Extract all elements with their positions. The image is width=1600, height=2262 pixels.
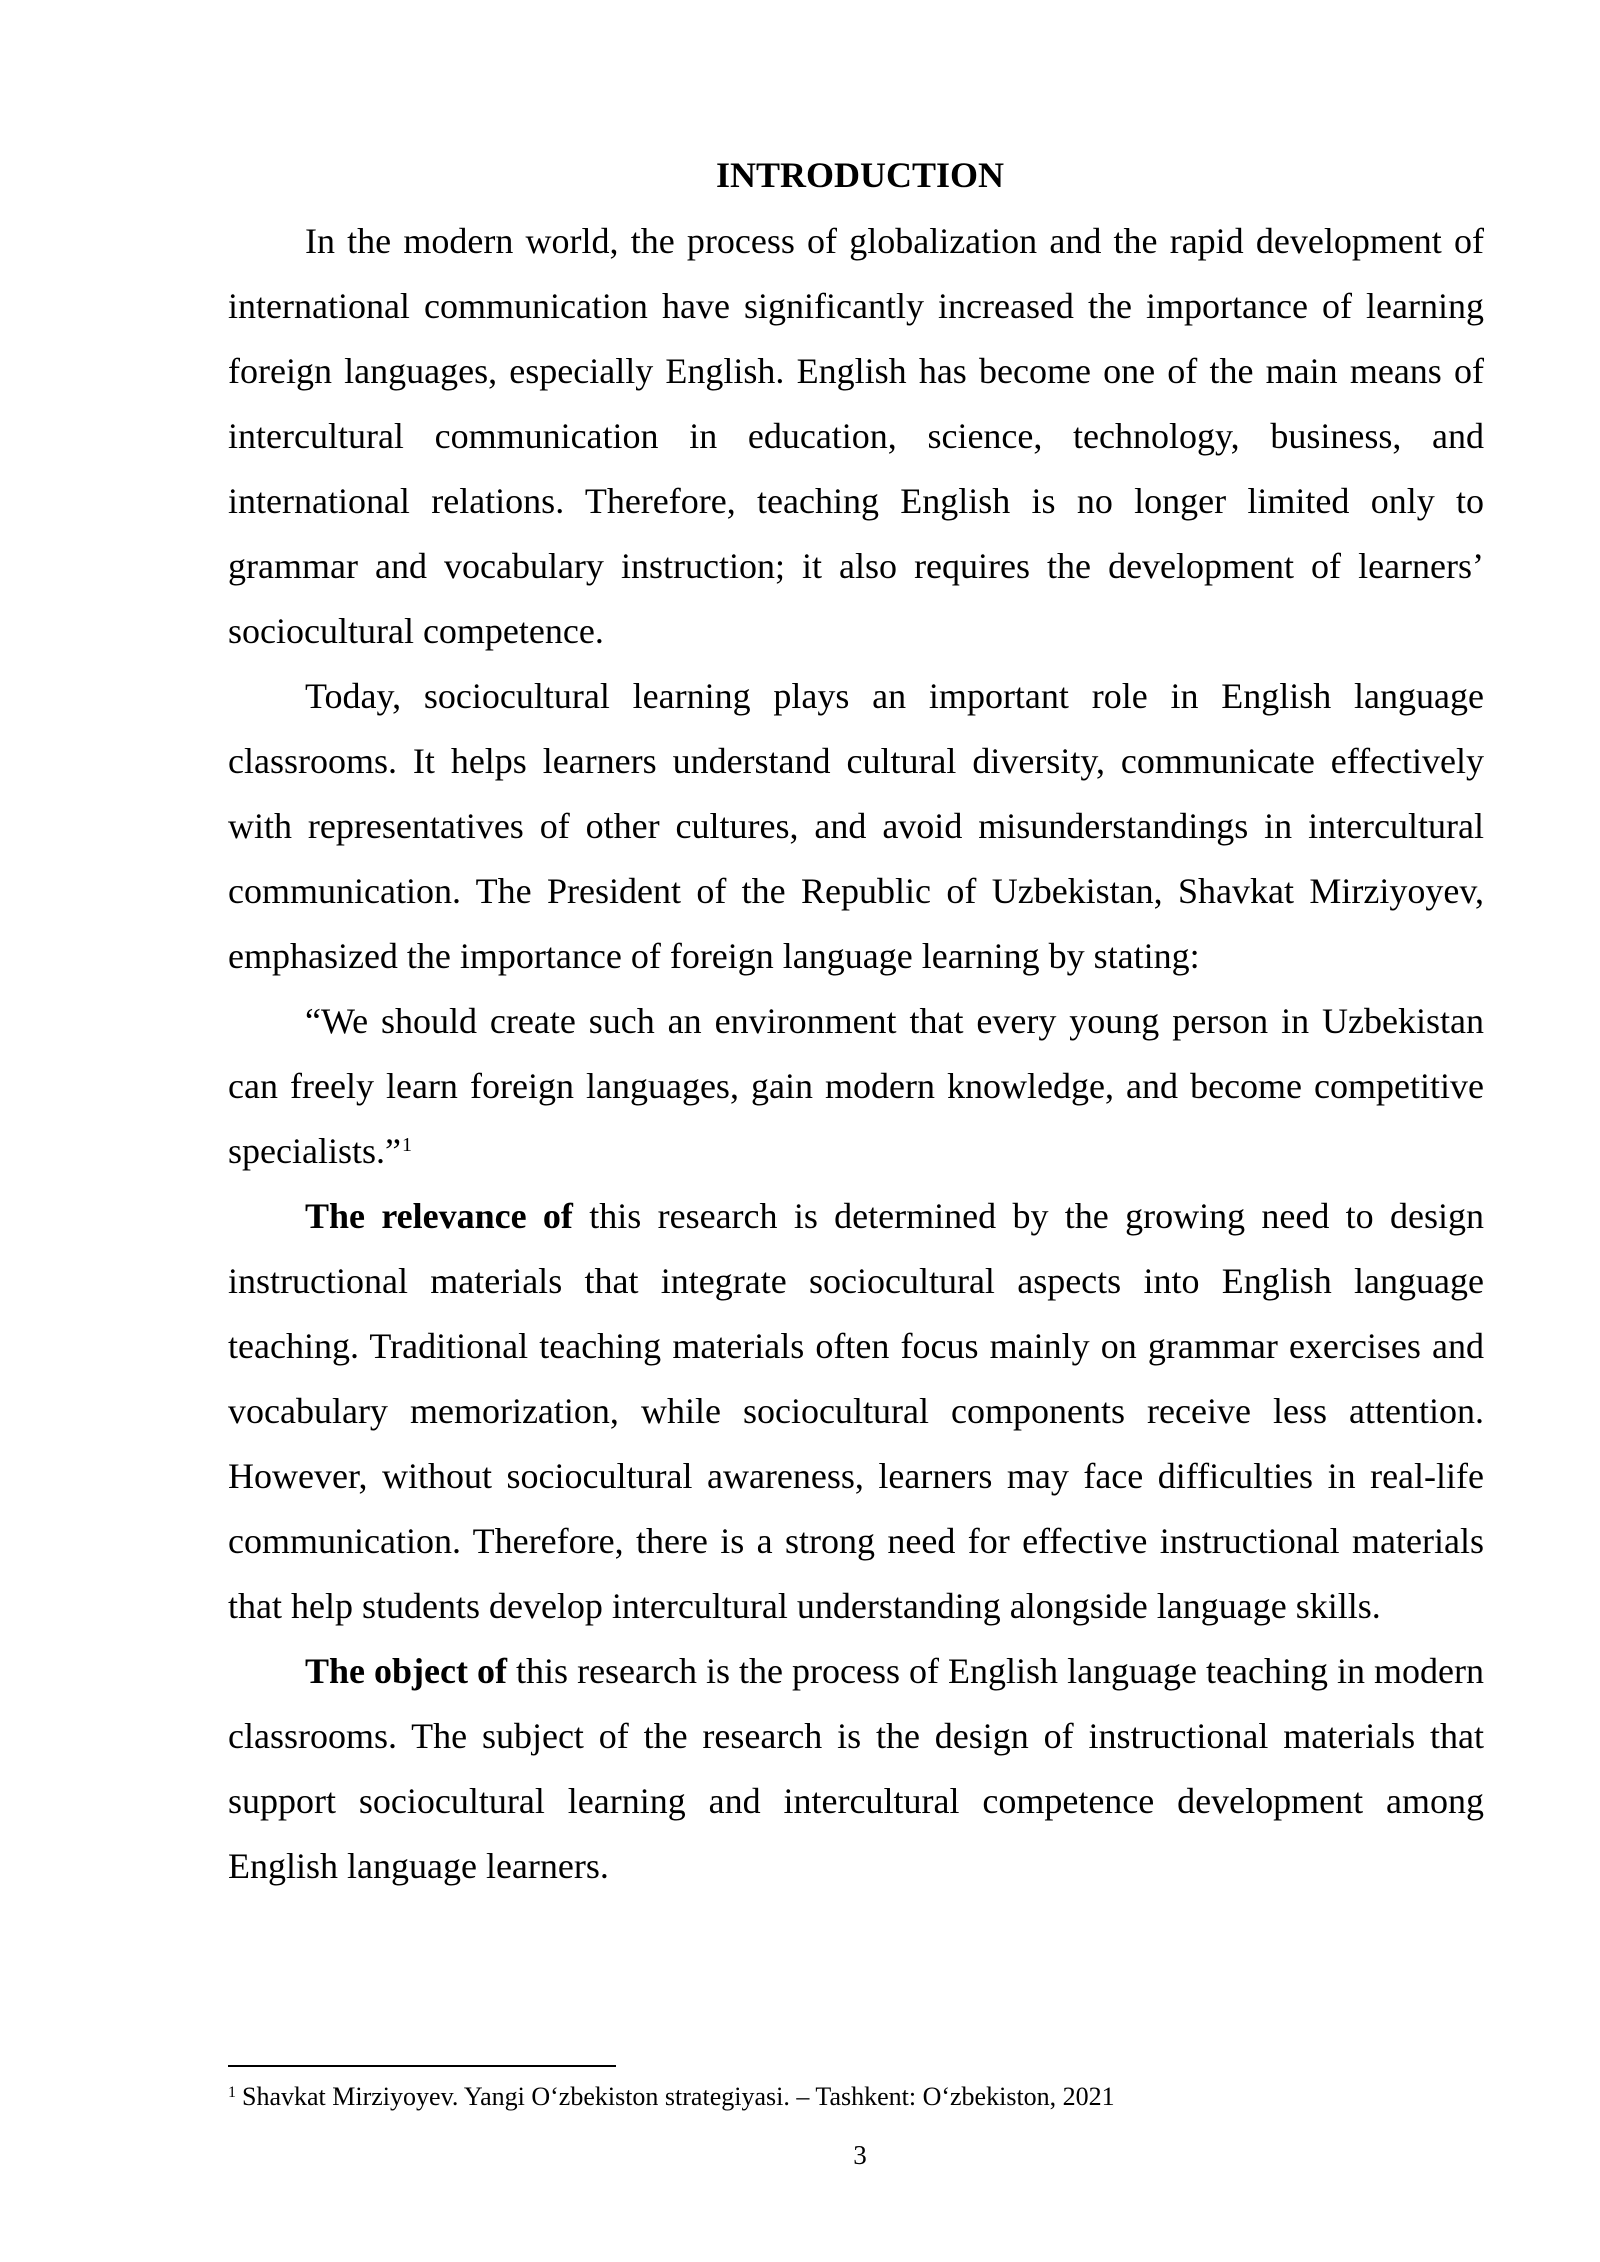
- footnote-text: Shavkat Mirziyoyev. Yangi O‘zbekiston strategiyasi. – Tashkent: O‘zbekiston, 2021: [242, 2082, 1115, 2111]
- footnote-divider: [228, 2065, 616, 2067]
- footnote: [228, 2080, 1115, 2114]
- body-text: [228, 209, 1484, 1899]
- paragraph-text: Today, sociocultural learning plays an important role in English language classrooms. It helps learners understand cultural diversity, communicate effectively with representatives of other cultures, and avoid misunderstandings in intercultural communication. The President of the Republic of Uzbekistan, Shavkat Mirziyoyev, emphasized the importance of foreign language learning by stating:: [228, 676, 1484, 976]
- footnote-marker: 1: [228, 2084, 236, 2101]
- paragraph-relevance: [228, 1184, 1484, 1639]
- relevance-label: The relevance of: [305, 1196, 573, 1236]
- paragraph-quote: [228, 989, 1484, 1184]
- paragraph-sociocultural-learning: [228, 664, 1484, 989]
- paragraph-globalization: [228, 209, 1484, 664]
- footnote-reference[interactable]: 1: [401, 1134, 412, 1156]
- paragraph-text: In the modern world, the process of globalization and the rapid development of international communication have significantly increased the importance of learning foreign languages, especially English. English has become one of the main means of intercultural communication in education, science, technology, business, and international relations. Therefore, teaching English is no longer limited only to grammar and vocabulary instruction; it also requires the development of learners’ sociocultural competence.: [228, 221, 1484, 651]
- paragraph-text: this research is the process of English language teaching in modern classrooms. The subject of the research is the design of instructional materials that support sociocultural learning and intercultural competence development among English language learners.: [228, 1651, 1484, 1886]
- paragraph-object: [228, 1639, 1484, 1899]
- paragraph-text: this research is determined by the growing need to design instructional materials that integrate sociocultural aspects into English language teaching. Traditional teaching materials often focus mainly on grammar exercises and vocabulary memorization, while sociocultural components receive less attention. However, without sociocultural awareness, learners may face difficulties in real-life communication. Therefore, there is a strong need for effective instructional materials that help students develop intercultural understanding alongside language skills.: [228, 1196, 1485, 1626]
- quote-text: “We should create such an environment that every young person in Uzbekistan can freely learn foreign languages, gain modern knowledge, and become competitive specialists.”: [228, 1001, 1484, 1171]
- page-number: 3: [853, 2140, 867, 2170]
- object-label: The object of: [305, 1651, 508, 1691]
- section-heading: INTRODUCTION: [715, 155, 1005, 195]
